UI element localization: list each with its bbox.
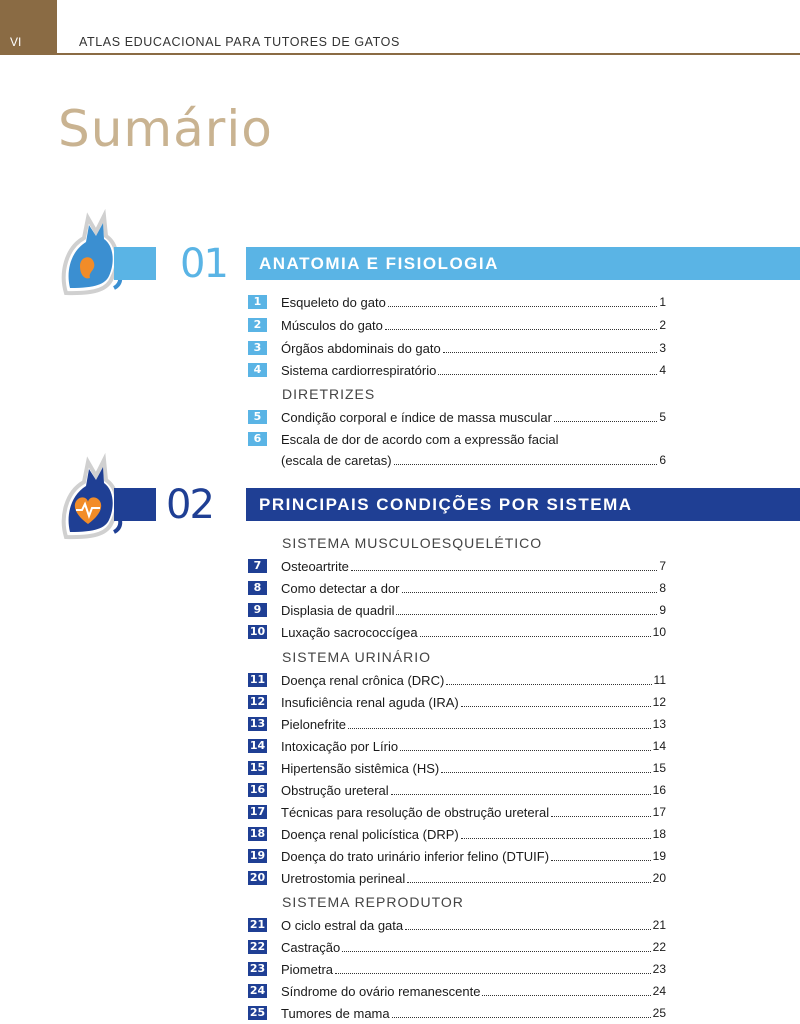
entry-number: 4	[248, 363, 267, 377]
entry-page: 14	[652, 739, 666, 753]
section-01-title: ANATOMIA E FISIOLOGIA	[246, 247, 800, 280]
header-rule	[57, 53, 800, 55]
entry-title: Displasia de quadril	[281, 603, 395, 618]
entry-title: Hipertensão sistêmica (HS)	[281, 761, 440, 776]
entry-page: 17	[652, 805, 666, 819]
entry-title: Tumores de mama	[281, 1006, 390, 1021]
entry-title: Doença renal crônica (DRC)	[281, 673, 445, 688]
toc-entry[interactable]	[248, 430, 666, 470]
page-title: Sumário	[58, 100, 273, 158]
page-number-tab	[0, 0, 57, 55]
entry-title: Obstrução ureteral	[281, 783, 389, 798]
entry-number: 22	[249, 940, 266, 953]
entry-number: 15	[249, 761, 266, 774]
toc-entry[interactable]	[248, 693, 666, 713]
entry-number: 24	[249, 984, 266, 997]
section-02-number: 02	[166, 482, 213, 528]
entry-number: 13	[249, 717, 266, 730]
section-01-accent-bar	[114, 247, 156, 280]
subheading-urinario: SISTEMA URINÁRIO	[282, 649, 432, 665]
entry-page: 7	[659, 559, 666, 573]
entry-number: 2	[248, 318, 267, 332]
entry-title: Piometra	[281, 962, 334, 977]
entry-page: 5	[659, 410, 666, 424]
entry-page: 1	[659, 295, 666, 309]
entry-page: 9	[659, 603, 666, 617]
entry-number: 20	[249, 871, 266, 884]
entry-number: 8	[248, 581, 267, 595]
entry-page: 22	[652, 940, 666, 954]
toc-entry[interactable]	[248, 1004, 666, 1024]
entry-page: 10	[652, 625, 666, 639]
entry-page: 24	[652, 984, 666, 998]
entry-page: 6	[659, 453, 666, 467]
entry-title: Sistema cardiorrespiratório	[281, 363, 437, 378]
entry-number: 7	[248, 559, 267, 573]
entry-page: 2	[659, 318, 666, 332]
entry-number: 21	[249, 918, 266, 931]
toc-entry[interactable]	[248, 715, 666, 735]
entry-title: Uretrostomia perineal	[281, 871, 406, 886]
entry-title: Síndrome do ovário remanescente	[281, 984, 481, 999]
entry-title: Como detectar a dor	[281, 581, 400, 596]
entry-page: 13	[652, 717, 666, 731]
entry-number: 5	[248, 410, 267, 424]
entry-number: 11	[249, 673, 266, 686]
entry-title: Condição corporal e índice de massa muscular	[281, 410, 552, 425]
toc-entry[interactable]	[248, 781, 666, 801]
entry-page: 12	[652, 695, 666, 709]
toc-entry[interactable]	[248, 293, 666, 313]
entry-page: 21	[652, 918, 666, 932]
toc-entry[interactable]	[248, 938, 666, 958]
entry-page: 23	[652, 962, 666, 976]
page-number: VI	[10, 35, 22, 49]
entry-number: 19	[249, 849, 266, 862]
entry-number: 18	[249, 827, 266, 840]
entry-page: 3	[659, 341, 666, 355]
entry-title: Castração	[281, 940, 341, 955]
toc-entry[interactable]	[248, 737, 666, 757]
toc-entry[interactable]	[248, 601, 666, 621]
section-02-accent-bar	[114, 488, 156, 521]
entry-title: Esqueleto do gato	[281, 295, 386, 310]
entry-title: Insuficiência renal aguda (IRA)	[281, 695, 459, 710]
toc-entry[interactable]	[248, 982, 666, 1002]
entry-number: 17	[249, 805, 266, 818]
toc-entry[interactable]	[248, 671, 666, 691]
entry-page: 15	[652, 761, 666, 775]
subheading-reprodutor: SISTEMA REPRODUTOR	[282, 894, 464, 910]
toc-entry[interactable]	[248, 825, 666, 845]
entry-title: Técnicas para resolução de obstrução ureteral	[281, 805, 550, 820]
entry-title: Luxação sacrococcígea	[281, 625, 418, 640]
entry-page: 25	[652, 1006, 666, 1020]
entry-title: Doença renal policística (DRP)	[281, 827, 459, 842]
entry-page: 19	[652, 849, 666, 863]
entry-number: 16	[249, 783, 266, 796]
toc-entry[interactable]	[248, 916, 666, 936]
toc-entry[interactable]	[248, 408, 666, 428]
entry-title: Osteoartrite	[281, 559, 349, 574]
entry-number: 12	[249, 695, 266, 708]
entry-page: 11	[653, 673, 666, 687]
entry-title-continued: (escala de caretas)	[281, 453, 392, 468]
entry-page: 18	[652, 827, 666, 841]
entry-number: 3	[248, 341, 267, 355]
toc-entry[interactable]	[248, 316, 666, 336]
toc-entry[interactable]	[248, 579, 666, 599]
entry-number: 25	[249, 1006, 266, 1019]
entry-page: 8	[659, 581, 666, 595]
toc-entry[interactable]	[248, 361, 666, 381]
entry-page: 16	[652, 783, 666, 797]
toc-entry[interactable]	[248, 623, 666, 643]
entry-title: Pielonefrite	[281, 717, 347, 732]
toc-entry[interactable]	[248, 803, 666, 823]
section-01-number: 01	[180, 241, 227, 287]
entry-page: 20	[652, 871, 666, 885]
toc-entry[interactable]	[248, 847, 666, 867]
entry-number: 6	[248, 432, 267, 446]
subheading-diretrizes: DIRETRIZES	[282, 386, 376, 402]
entry-number: 1	[248, 295, 267, 309]
toc-entry[interactable]	[248, 869, 666, 889]
entry-title: O ciclo estral da gata	[281, 918, 404, 933]
entry-title: Intoxicação por Lírio	[281, 739, 399, 754]
entry-page: 4	[659, 363, 666, 377]
entry-title: Escala de dor de acordo com a expressão facial	[281, 432, 559, 447]
entry-number: 9	[248, 603, 267, 617]
toc-entry[interactable]	[248, 339, 666, 359]
entry-number: 23	[249, 962, 266, 975]
toc-entry[interactable]	[248, 557, 666, 577]
running-title: ATLAS EDUCACIONAL PARA TUTORES DE GATOS	[79, 35, 400, 49]
entry-title: Músculos do gato	[281, 318, 383, 333]
section-02-title: PRINCIPAIS CONDIÇÕES POR SISTEMA	[246, 488, 800, 521]
entry-number: 10	[249, 625, 266, 638]
subheading-musculoesqueletico: SISTEMA MUSCULOESQUELÉTICO	[282, 535, 543, 551]
entry-title: Doença do trato urinário inferior felino (DTUIF)	[281, 849, 550, 864]
entry-number: 14	[249, 739, 266, 752]
toc-entry[interactable]	[248, 960, 666, 980]
entry-title: Órgãos abdominais do gato	[281, 341, 441, 356]
toc-entry[interactable]	[248, 759, 666, 779]
